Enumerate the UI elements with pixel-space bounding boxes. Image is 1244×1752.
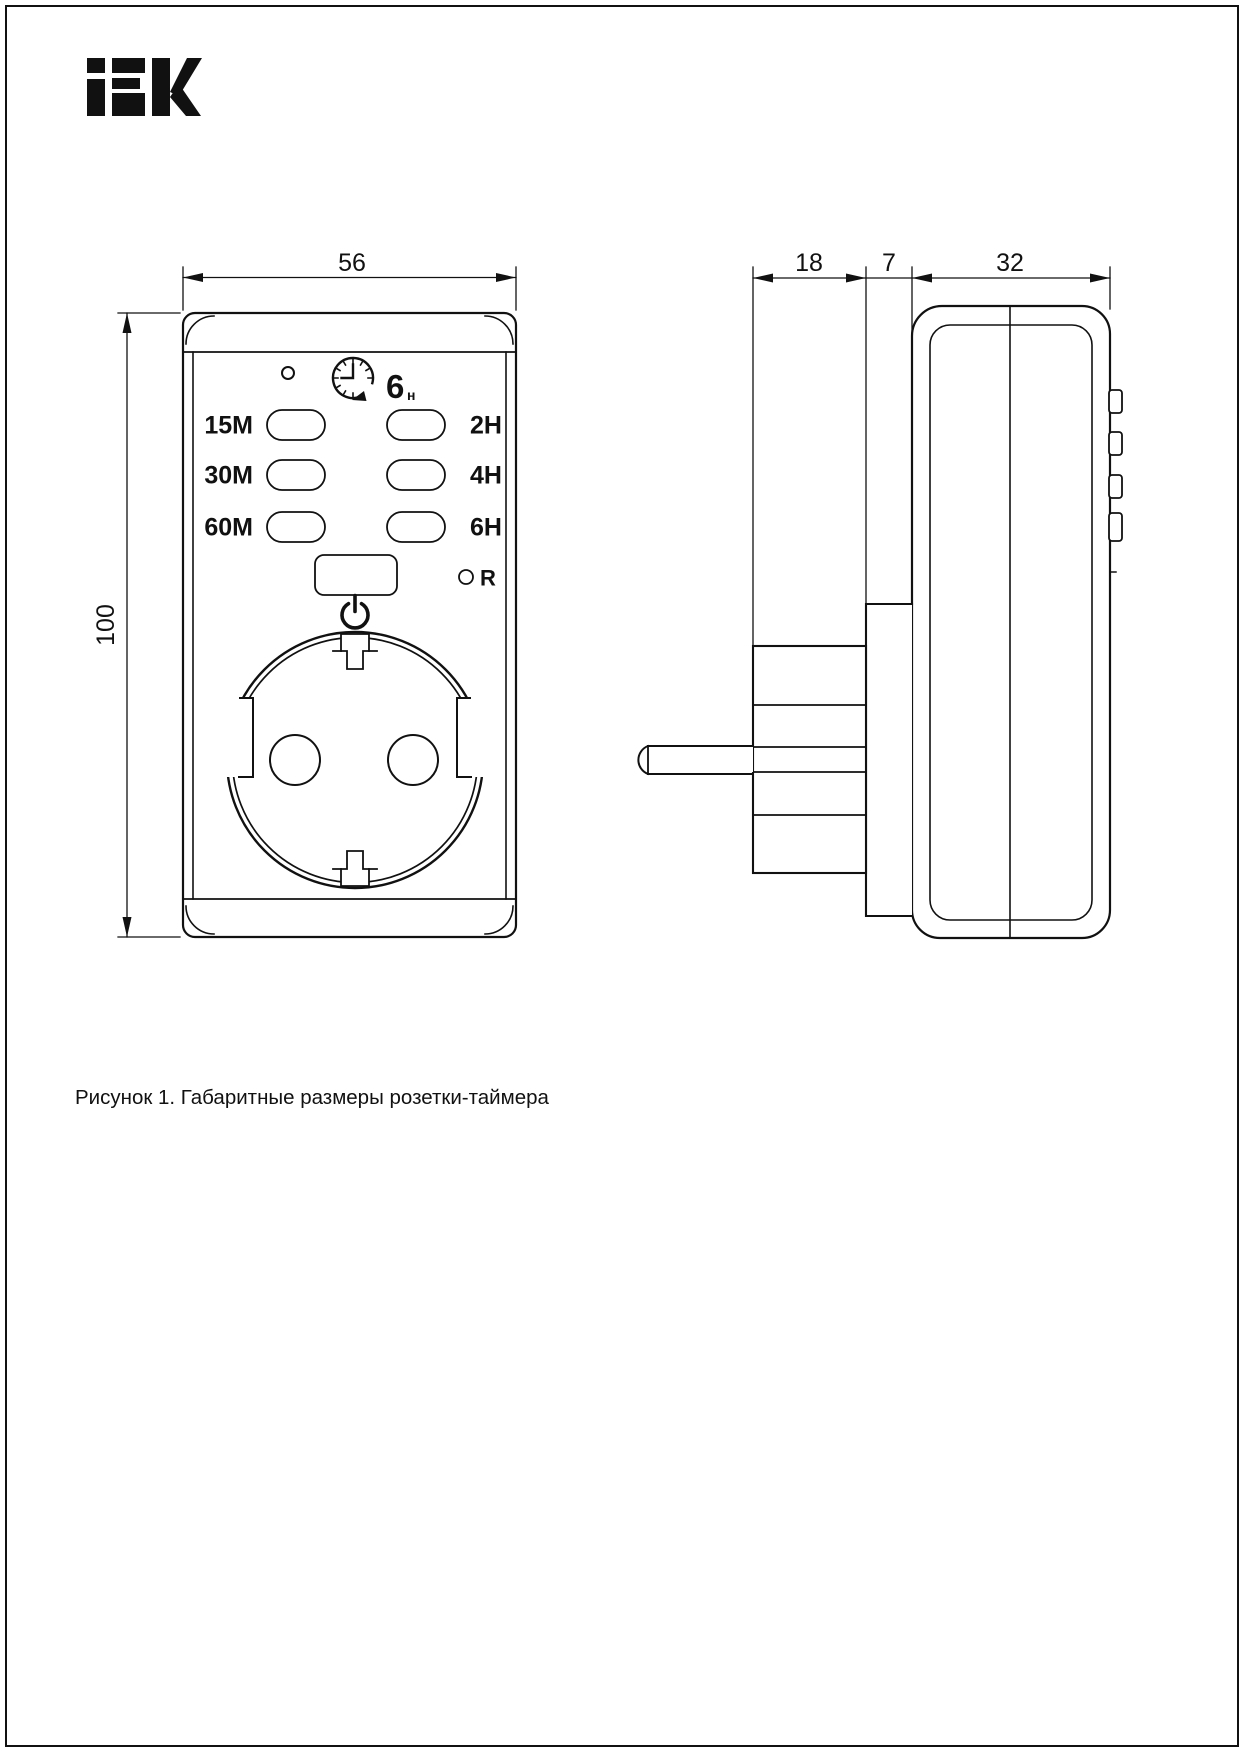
plug-cylinder bbox=[753, 646, 866, 873]
reset-led bbox=[459, 570, 473, 584]
arrow-left bbox=[183, 273, 203, 282]
arrow-32-left bbox=[912, 274, 932, 283]
button-30m bbox=[267, 460, 325, 490]
arrow-18-right bbox=[846, 274, 866, 283]
arrow-down bbox=[123, 917, 132, 937]
side-body-outline bbox=[912, 306, 1110, 938]
label-60m: 60M bbox=[204, 513, 253, 542]
side-view bbox=[638, 249, 1122, 938]
led-indicator bbox=[282, 367, 294, 379]
side-button-power bbox=[1109, 513, 1122, 541]
side-body bbox=[912, 306, 1116, 938]
dim-plug-label: 18 bbox=[795, 249, 823, 277]
socket-notch-left bbox=[224, 698, 254, 777]
power-button bbox=[315, 555, 397, 595]
socket-hole-left bbox=[270, 735, 320, 785]
dim-width-label: 56 bbox=[338, 249, 366, 277]
arrow-up bbox=[123, 313, 132, 333]
socket-outer-ring bbox=[227, 632, 483, 888]
iek-logo bbox=[87, 58, 202, 116]
socket-hole-right bbox=[388, 735, 438, 785]
logo-i-stem bbox=[87, 79, 105, 116]
reset-label: R bbox=[480, 565, 496, 591]
arrow-right bbox=[496, 273, 516, 282]
plug-pin bbox=[638, 746, 753, 774]
side-button-row1 bbox=[1109, 390, 1122, 413]
button-60m bbox=[267, 512, 325, 542]
front-view bbox=[92, 249, 516, 937]
figure-caption: Рисунок 1. Габаритные размеры розетки-таймера bbox=[75, 1086, 549, 1109]
label-2h: 2H bbox=[470, 411, 502, 440]
button-2h bbox=[387, 410, 445, 440]
dim-ring-label: 7 bbox=[882, 249, 896, 277]
button-4h bbox=[387, 460, 445, 490]
dim-body-label: 32 bbox=[996, 249, 1024, 277]
clock-hours-unit: н bbox=[407, 387, 416, 403]
logo-e-top bbox=[112, 58, 145, 73]
label-15m: 15M bbox=[204, 411, 253, 440]
side-button-row2 bbox=[1109, 432, 1122, 455]
label-30m: 30M bbox=[204, 461, 253, 490]
logo-e-mid bbox=[112, 78, 140, 89]
plug-platform bbox=[866, 604, 912, 916]
button-6h bbox=[387, 512, 445, 542]
logo-e-bottom bbox=[112, 93, 145, 116]
pin-rounded-tip bbox=[638, 746, 648, 774]
front-dimension-width bbox=[183, 249, 516, 310]
side-button-row3 bbox=[1109, 475, 1122, 498]
front-dimension-height bbox=[92, 313, 180, 937]
button-15m bbox=[267, 410, 325, 440]
arrow-32-right bbox=[1090, 274, 1110, 283]
logo-i-dot bbox=[87, 58, 105, 73]
socket-notch-right bbox=[456, 698, 486, 777]
label-6h: 6H bbox=[470, 513, 502, 542]
arrow-18-left bbox=[753, 274, 773, 283]
logo-k-stem bbox=[152, 58, 170, 116]
clock-hours-value: 6 bbox=[386, 368, 405, 405]
label-4h: 4H bbox=[470, 461, 502, 490]
socket bbox=[224, 632, 486, 888]
dim-height-label: 100 bbox=[92, 604, 120, 646]
